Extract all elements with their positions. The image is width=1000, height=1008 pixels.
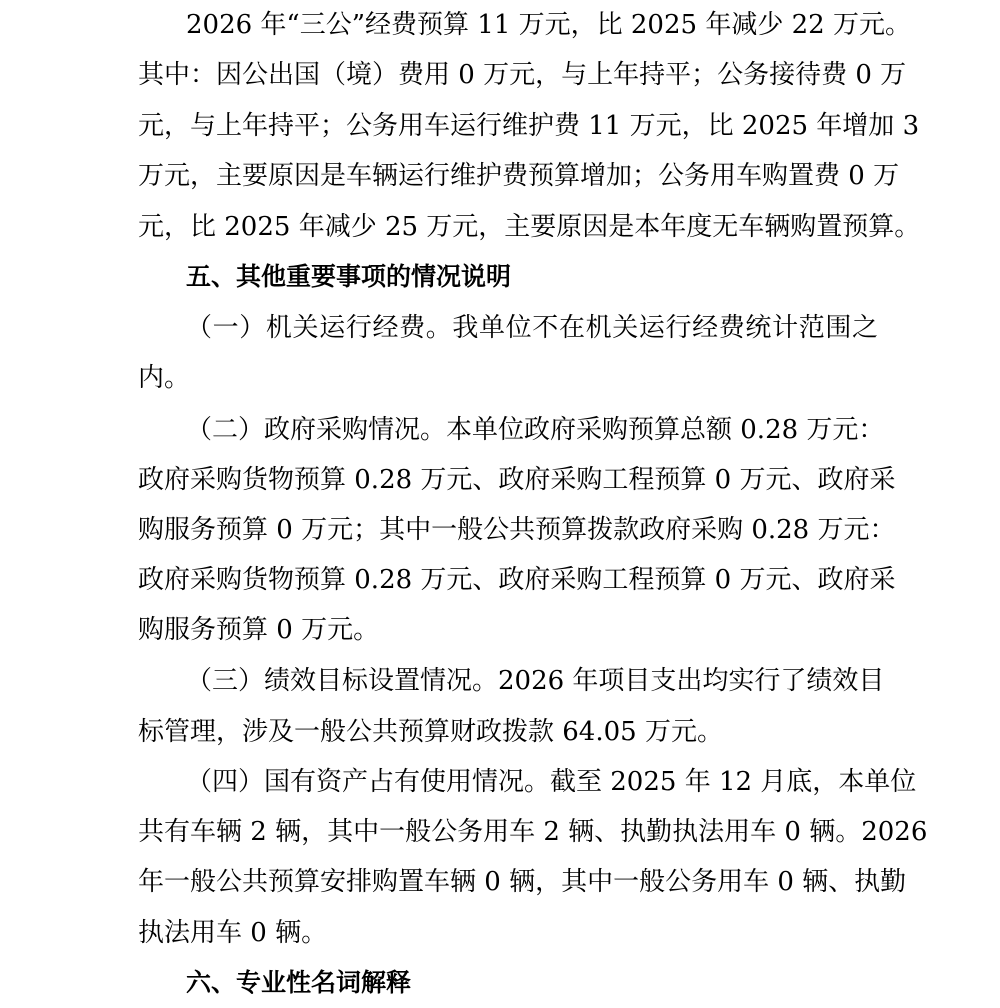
paragraph-sangong-line-1: 2026 年“三公”经费预算 11 万元，比 2025 年减少 22 万元。	[186, 10, 911, 40]
paragraph-3-line-2: 标管理，涉及一般公共预算财政拨款 64.05 万元。	[138, 717, 723, 747]
paragraph-4-line-1: （四）国有资产占有使用情况。截至 2025 年 12 月底，本单位	[186, 767, 917, 797]
paragraph-4-line-2: 共有车辆 2 辆，其中一般公务用车 2 辆、执勤执法用车 0 辆。2026	[138, 817, 928, 847]
paragraph-2-line-3: 购服务预算 0 万元；其中一般公共预算拨款政府采购 0.28 万元：	[138, 515, 896, 545]
section-heading-5: 五、其他重要事项的情况说明	[186, 262, 512, 291]
paragraph-sangong-line-5: 元，比 2025 年减少 25 万元，主要原因是本年度无车辆购置预算。	[138, 212, 921, 242]
paragraph-1-line-1: （一）机关运行经费。我单位不在机关运行经费统计范围之	[186, 313, 878, 343]
paragraph-2-line-1: （二）政府采购情况。本单位政府采购预算总额 0.28 万元：	[186, 415, 885, 445]
paragraph-4-line-3: 年一般公共预算安排购置车辆 0 辆，其中一般公务用车 0 辆、执勤	[138, 867, 907, 897]
section-heading-6: 六、专业性名词解释	[186, 968, 412, 997]
paragraph-2-line-2: 政府采购货物预算 0.28 万元、政府采购工程预算 0 万元、政府采	[138, 465, 896, 495]
paragraph-4-line-4: 执法用车 0 辆。	[138, 918, 328, 948]
paragraph-sangong-line-2: 其中：因公出国（境）费用 0 万元，与上年持平；公务接待费 0 万	[138, 60, 907, 90]
paragraph-sangong-line-4: 万元，主要原因是车辆运行维护费预算增加；公务用车购置费 0 万	[138, 161, 900, 191]
paragraph-2-line-4: 政府采购货物预算 0.28 万元、政府采购工程预算 0 万元、政府采	[138, 565, 896, 595]
paragraph-2-line-5: 购服务预算 0 万元。	[138, 615, 380, 645]
paragraph-1-line-2: 内。	[138, 363, 191, 393]
paragraph-3-line-1: （三）绩效目标设置情况。2026 年项目支出均实行了绩效目	[186, 666, 885, 696]
paragraph-sangong-line-3: 元，与上年持平；公务用车运行维护费 11 万元，比 2025 年增加 3	[138, 111, 920, 141]
